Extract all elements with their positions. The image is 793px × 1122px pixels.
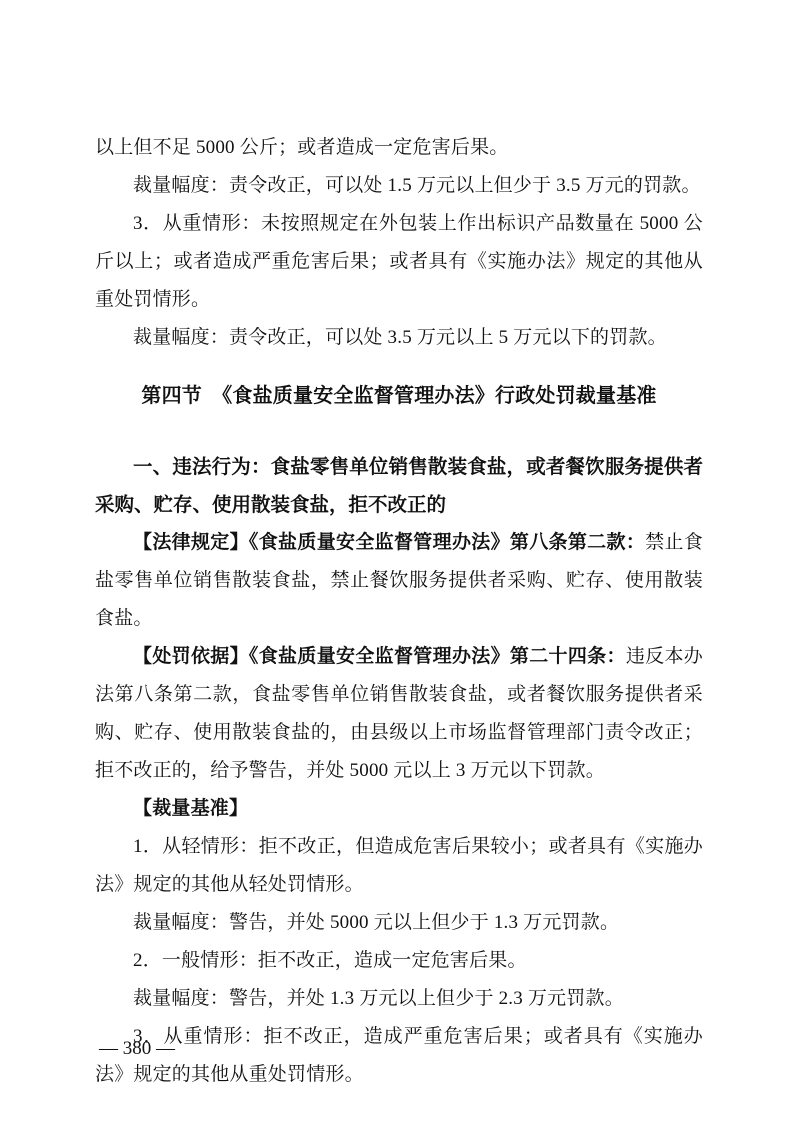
text-run: 1．从轻情形：拒不改正，但造成危害后果较小；或者具有《实施办法》规定的其他从轻处罚情形。 (95, 836, 703, 895)
paragraph (95, 1018, 703, 1094)
text-run: 一、违法行为：食盐零售单位销售散装食盐，或者餐饮服务提供者采购、贮存、使用散装食盐，拒不改正的 (95, 456, 703, 516)
paragraph (95, 904, 703, 942)
page-content (95, 129, 703, 1094)
paragraph (95, 167, 703, 205)
paragraph (95, 524, 703, 638)
text-run: 第四节 《食盐质量安全监督管理办法》行政处罚裁量基准 (141, 385, 657, 407)
paragraph (95, 942, 703, 980)
violation-heading (95, 448, 703, 524)
text-run: 【处罚依据】《食盐质量安全监督管理办法》第二十四条： (133, 646, 626, 667)
section-title (95, 377, 703, 415)
text-run: 2．一般情形：拒不改正，造成一定危害后果。 (133, 950, 527, 971)
text-run: 以上但不足 5000 公斤；或者造成一定危害后果。 (95, 137, 509, 158)
text-run: 【法律规定】《食盐质量安全监督管理办法》第八条第二款： (133, 532, 646, 553)
text-run: 3．从重情形：未按照规定在外包装上作出标识产品数量在 5000 公斤以上；或者造成严重危害后果；或者具有《实施办法》规定的其他从重处罚情形。 (95, 213, 703, 310)
text-run: 禁止食盐零售单位销售散装食盐，禁止餐饮服务提供者采购、贮存、使用散装食盐。 (95, 532, 703, 629)
text-run: 【裁量基准】 (133, 798, 249, 819)
paragraph (95, 638, 703, 790)
text-run: 裁量幅度：责令改正，可以处 1.5 万元以上但少于 3.5 万元的罚款。 (133, 175, 701, 196)
paragraph (95, 790, 703, 828)
paragraph (95, 319, 703, 357)
text-run: 违反本办法第八条第二款，食盐零售单位销售散装食盐，或者餐饮服务提供者采购、贮存、使用散装食盐的，由县级以上市场监督管理部门责令改正；拒不改正的，给予警告，并处 5000 元以上 3 万元以下罚款。 (95, 646, 703, 781)
text-run: 3．从重情形：拒不改正，造成严重危害后果；或者具有《实施办法》规定的其他从重处罚情形。 (95, 1026, 703, 1085)
paragraph (95, 980, 703, 1018)
page-number: — 380 — (99, 1038, 175, 1059)
paragraph (95, 205, 703, 319)
text-run: 裁量幅度：警告，并处 5000 元以上但少于 1.3 万元罚款。 (133, 912, 620, 933)
text-run: 裁量幅度：警告，并处 1.3 万元以上但少于 2.3 万元罚款。 (133, 988, 624, 1009)
paragraph (95, 129, 703, 167)
text-run: 裁量幅度：责令改正，可以处 3.5 万元以上 5 万元以下的罚款。 (133, 327, 667, 348)
paragraph (95, 828, 703, 904)
